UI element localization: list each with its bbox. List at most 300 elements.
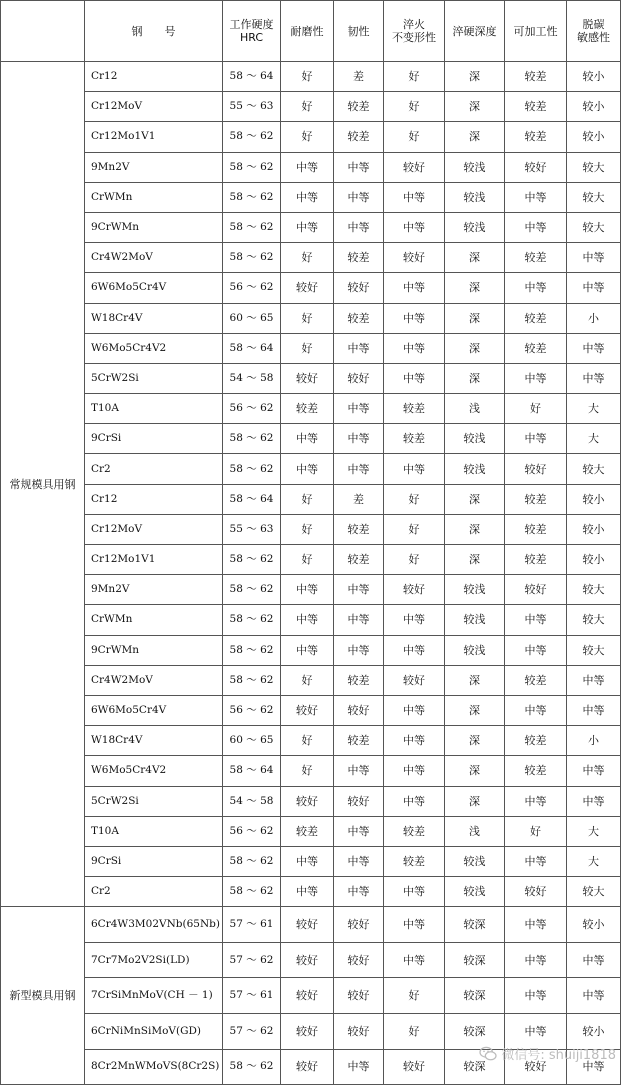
cell-toughness: 中等 (334, 394, 384, 424)
cell-steel: Cr12Mo1V1 (85, 545, 223, 575)
cell-quench: 中等 (384, 877, 445, 907)
table-row (1, 514, 621, 544)
cell-wear: 中等 (281, 877, 334, 907)
table-row (1, 424, 621, 454)
cell-machinability: 好 (505, 816, 567, 846)
cell-hardenability: 较浅 (445, 152, 505, 182)
cell-hardenability: 深 (445, 243, 505, 273)
cell-quench: 中等 (384, 635, 445, 665)
cell-machinability: 较好 (505, 152, 567, 182)
cell-steel: CrWMn (85, 605, 223, 635)
cell-wear: 好 (281, 92, 334, 122)
cell-toughness: 中等 (334, 877, 384, 907)
cell-quench: 中等 (384, 182, 445, 212)
cell-wear: 较好 (281, 786, 334, 816)
cell-quench: 较好 (384, 665, 445, 695)
cell-toughness: 较好 (334, 363, 384, 393)
cell-machinability: 中等 (505, 978, 567, 1014)
table-row (1, 877, 621, 907)
cell-hrc: 58 ～ 62 (223, 122, 281, 152)
cell-quench: 较差 (384, 846, 445, 876)
cell-quench: 中等 (384, 605, 445, 635)
cell-machinability: 中等 (505, 846, 567, 876)
cell-quench: 中等 (384, 726, 445, 756)
cell-hrc: 60 ～ 65 (223, 726, 281, 756)
cell-quench: 较好 (384, 1049, 445, 1085)
cell-machinability: 较好 (505, 1049, 567, 1085)
cell-quench: 中等 (384, 273, 445, 303)
cell-machinability: 较好 (505, 877, 567, 907)
table-row (1, 363, 621, 393)
cell-hrc: 58 ～ 62 (223, 212, 281, 242)
header-quench (384, 1, 445, 62)
cell-wear: 较好 (281, 942, 334, 978)
cell-wear: 较好 (281, 695, 334, 725)
table-row (1, 665, 621, 695)
cell-toughness: 较差 (334, 243, 384, 273)
cell-quench: 较好 (384, 243, 445, 273)
cell-steel: W6Mo5Cr4V2 (85, 756, 223, 786)
cell-hrc: 56 ～ 62 (223, 816, 281, 846)
cell-machinability: 较差 (505, 122, 567, 152)
cell-hardenability: 较深 (445, 978, 505, 1014)
cell-machinability: 较差 (505, 726, 567, 756)
cell-hrc: 58 ～ 62 (223, 846, 281, 876)
cell-decarb: 较大 (567, 182, 621, 212)
cell-hrc: 58 ～ 62 (223, 605, 281, 635)
header-decarb (567, 1, 621, 62)
cell-quench: 好 (384, 92, 445, 122)
cell-hardenability: 浅 (445, 394, 505, 424)
table-row (1, 605, 621, 635)
cell-machinability: 较差 (505, 756, 567, 786)
table-row (1, 303, 621, 333)
cell-decarb: 中等 (567, 243, 621, 273)
cell-wear: 好 (281, 514, 334, 544)
cell-wear: 好 (281, 726, 334, 756)
header-category-blank (1, 1, 85, 62)
cell-hardenability: 深 (445, 303, 505, 333)
cell-steel: T10A (85, 816, 223, 846)
cell-quench: 好 (384, 62, 445, 92)
cell-hardenability: 较浅 (445, 212, 505, 242)
cell-hrc: 54 ～ 58 (223, 363, 281, 393)
cell-machinability: 中等 (505, 695, 567, 725)
cell-toughness: 较差 (334, 303, 384, 333)
cell-wear: 较差 (281, 394, 334, 424)
header-machinability: 可加工性 (505, 1, 567, 62)
cell-hardenability: 浅 (445, 816, 505, 846)
table-row (1, 545, 621, 575)
cell-machinability: 较差 (505, 484, 567, 514)
cell-hardenability: 较浅 (445, 877, 505, 907)
cell-toughness: 较差 (334, 545, 384, 575)
cell-decarb: 大 (567, 424, 621, 454)
header-hardness-line1: 工作硬度 (229, 18, 274, 31)
cell-hrc: 57 ～ 62 (223, 942, 281, 978)
cell-hardenability: 较浅 (445, 846, 505, 876)
cell-machinability: 较差 (505, 545, 567, 575)
cell-toughness: 中等 (334, 756, 384, 786)
cell-hardenability: 较浅 (445, 605, 505, 635)
cell-hardenability: 较深 (445, 1049, 505, 1085)
cell-decarb: 较小 (567, 907, 621, 943)
cell-toughness: 较差 (334, 122, 384, 152)
cell-toughness: 较好 (334, 786, 384, 816)
cell-decarb: 中等 (567, 333, 621, 363)
cell-hrc: 58 ～ 64 (223, 333, 281, 363)
cell-hardenability: 较深 (445, 1014, 505, 1050)
cell-hrc: 58 ～ 62 (223, 545, 281, 575)
cell-hardenability: 深 (445, 363, 505, 393)
cell-steel: 6W6Mo5Cr4V (85, 273, 223, 303)
cell-hardenability: 深 (445, 273, 505, 303)
cell-quench: 中等 (384, 363, 445, 393)
table-row (1, 273, 621, 303)
cell-decarb: 较大 (567, 454, 621, 484)
cell-hrc: 58 ～ 62 (223, 152, 281, 182)
cell-steel: 6CrNiMnSiMoV(GD) (85, 1014, 223, 1050)
cell-toughness: 中等 (334, 816, 384, 846)
cell-hardenability: 深 (445, 514, 505, 544)
cell-decarb: 小 (567, 303, 621, 333)
table-row (1, 394, 621, 424)
cell-toughness: 差 (334, 484, 384, 514)
cell-machinability: 中等 (505, 182, 567, 212)
cell-hrc: 54 ～ 58 (223, 786, 281, 816)
table-row (1, 635, 621, 665)
cell-hardenability: 深 (445, 756, 505, 786)
cell-decarb: 较大 (567, 877, 621, 907)
cell-steel: Cr2 (85, 454, 223, 484)
table-row (1, 182, 621, 212)
cell-hrc: 58 ～ 62 (223, 877, 281, 907)
header-grade: 钢 号 (85, 1, 223, 62)
cell-decarb: 较大 (567, 212, 621, 242)
cell-toughness: 中等 (334, 846, 384, 876)
cell-steel: 9CrWMn (85, 635, 223, 665)
cell-hrc: 56 ～ 62 (223, 695, 281, 725)
cell-machinability: 较差 (505, 514, 567, 544)
cell-hrc: 55 ～ 63 (223, 514, 281, 544)
cell-decarb: 较大 (567, 605, 621, 635)
cell-toughness: 较差 (334, 92, 384, 122)
cell-decarb: 较小 (567, 484, 621, 514)
cell-quench: 好 (384, 484, 445, 514)
cell-toughness: 较好 (334, 978, 384, 1014)
cell-quench: 好 (384, 122, 445, 152)
cell-decarb: 大 (567, 816, 621, 846)
cell-steel: Cr4W2MoV (85, 665, 223, 695)
cell-toughness: 中等 (334, 1049, 384, 1085)
cell-quench: 较好 (384, 152, 445, 182)
cell-toughness: 差 (334, 62, 384, 92)
cell-hardenability: 较浅 (445, 182, 505, 212)
cell-wear: 较好 (281, 363, 334, 393)
cell-hardenability: 深 (445, 665, 505, 695)
watermark (479, 1044, 616, 1063)
cell-hardenability: 较浅 (445, 635, 505, 665)
cell-hardenability: 深 (445, 92, 505, 122)
cell-toughness: 中等 (334, 212, 384, 242)
cell-decarb: 大 (567, 846, 621, 876)
header-hardness-line2: HRC (239, 31, 264, 44)
watermark-text: 微信号: shuiji1818 (501, 1048, 616, 1063)
cell-hrc: 58 ～ 64 (223, 756, 281, 786)
cell-wear: 中等 (281, 424, 334, 454)
cell-quench: 较差 (384, 394, 445, 424)
cell-wear: 好 (281, 303, 334, 333)
cell-wear: 中等 (281, 152, 334, 182)
cell-hardenability: 深 (445, 333, 505, 363)
cell-wear: 中等 (281, 605, 334, 635)
cell-steel: W18Cr4V (85, 303, 223, 333)
cell-toughness: 较好 (334, 907, 384, 943)
cell-toughness: 中等 (334, 575, 384, 605)
cell-toughness: 较好 (334, 273, 384, 303)
table-row (1, 333, 621, 363)
cell-steel: 5CrW2Si (85, 363, 223, 393)
cell-decarb: 中等 (567, 756, 621, 786)
cell-decarb: 中等 (567, 978, 621, 1014)
cell-quench: 中等 (384, 756, 445, 786)
table-row (1, 454, 621, 484)
header-wear: 耐磨性 (281, 1, 334, 62)
cell-wear: 中等 (281, 454, 334, 484)
cell-hrc: 58 ～ 62 (223, 575, 281, 605)
cell-hrc: 58 ～ 62 (223, 182, 281, 212)
cell-wear: 好 (281, 756, 334, 786)
table-row (1, 786, 621, 816)
cell-hardenability: 深 (445, 62, 505, 92)
header-toughness: 韧性 (334, 1, 384, 62)
table-row (1, 816, 621, 846)
cell-steel: 7CrSiMnMoV(CH － 1) (85, 978, 223, 1014)
cell-wear: 较好 (281, 978, 334, 1014)
cell-decarb: 较大 (567, 635, 621, 665)
table-row (1, 726, 621, 756)
cell-decarb: 中等 (567, 665, 621, 695)
cell-quench: 好 (384, 978, 445, 1014)
cell-wear: 好 (281, 62, 334, 92)
cell-hrc: 58 ～ 62 (223, 424, 281, 454)
cell-hrc: 57 ～ 61 (223, 907, 281, 943)
cell-hardenability: 深 (445, 484, 505, 514)
cell-wear: 较好 (281, 1014, 334, 1050)
cell-hrc: 56 ～ 62 (223, 394, 281, 424)
cell-wear: 好 (281, 333, 334, 363)
cell-steel: 5CrW2Si (85, 786, 223, 816)
cell-steel: CrWMn (85, 182, 223, 212)
cell-wear: 较好 (281, 1049, 334, 1085)
cell-hardenability: 较深 (445, 942, 505, 978)
cell-hardenability: 深 (445, 545, 505, 575)
cell-hardenability: 较浅 (445, 575, 505, 605)
cell-wear: 好 (281, 545, 334, 575)
table-row (1, 122, 621, 152)
cell-decarb: 大 (567, 394, 621, 424)
table-row (1, 484, 621, 514)
cell-hrc: 56 ～ 62 (223, 273, 281, 303)
cell-hrc: 58 ～ 62 (223, 243, 281, 273)
cell-hrc: 57 ～ 62 (223, 1014, 281, 1050)
header-row (1, 1, 621, 62)
cell-machinability: 较差 (505, 243, 567, 273)
header-decarb-line1: 脱碳 (582, 18, 605, 31)
cell-toughness: 较差 (334, 726, 384, 756)
category-new: 新型模具用钢 (1, 907, 85, 1085)
cell-machinability: 中等 (505, 786, 567, 816)
cell-steel: 9CrWMn (85, 212, 223, 242)
cell-hrc: 58 ～ 62 (223, 635, 281, 665)
cell-decarb: 中等 (567, 363, 621, 393)
wechat-icon (479, 1046, 497, 1062)
cell-steel: 9CrSi (85, 424, 223, 454)
cell-decarb: 较小 (567, 122, 621, 152)
cell-machinability: 较差 (505, 303, 567, 333)
cell-toughness: 较好 (334, 1014, 384, 1050)
cell-toughness: 中等 (334, 605, 384, 635)
cell-decarb: 中等 (567, 695, 621, 725)
cell-decarb: 中等 (567, 273, 621, 303)
cell-hardenability: 较浅 (445, 454, 505, 484)
cell-machinability: 较差 (505, 92, 567, 122)
table-row (1, 942, 621, 978)
header-hardness (223, 1, 281, 62)
cell-decarb: 较大 (567, 152, 621, 182)
cell-steel: Cr12 (85, 62, 223, 92)
cell-quench: 好 (384, 545, 445, 575)
cell-decarb: 较小 (567, 545, 621, 575)
cell-wear: 中等 (281, 575, 334, 605)
cell-hrc: 55 ～ 63 (223, 92, 281, 122)
cell-toughness: 中等 (334, 152, 384, 182)
header-decarb-line2: 敏感性 (577, 31, 610, 44)
cell-quench: 好 (384, 514, 445, 544)
cell-machinability: 中等 (505, 424, 567, 454)
cell-hrc: 58 ～ 62 (223, 454, 281, 484)
cell-steel: W6Mo5Cr4V2 (85, 333, 223, 363)
cell-quench: 中等 (384, 786, 445, 816)
cell-machinability: 中等 (505, 907, 567, 943)
table-row (1, 756, 621, 786)
table-row (1, 62, 621, 92)
table-row (1, 695, 621, 725)
cell-hrc: 58 ～ 62 (223, 1049, 281, 1085)
cell-wear: 好 (281, 243, 334, 273)
cell-steel: W18Cr4V (85, 726, 223, 756)
cell-quench: 中等 (384, 695, 445, 725)
cell-decarb: 中等 (567, 786, 621, 816)
cell-hardenability: 深 (445, 726, 505, 756)
cell-hrc: 58 ～ 64 (223, 484, 281, 514)
cell-quench: 中等 (384, 212, 445, 242)
cell-steel: Cr12Mo1V1 (85, 122, 223, 152)
cell-hrc: 57 ～ 61 (223, 978, 281, 1014)
cell-toughness: 较差 (334, 514, 384, 544)
cell-decarb: 较大 (567, 575, 621, 605)
cell-steel: 7Cr7Mo2V2Si(LD) (85, 942, 223, 978)
cell-hardenability: 深 (445, 695, 505, 725)
cell-quench: 较差 (384, 424, 445, 454)
cell-steel: 6W6Mo5Cr4V (85, 695, 223, 725)
cell-steel: 8Cr2MnWMoVS(8Cr2S) (85, 1049, 223, 1085)
cell-toughness: 中等 (334, 424, 384, 454)
cell-quench: 中等 (384, 333, 445, 363)
cell-quench: 好 (384, 1014, 445, 1050)
cell-hardenability: 较浅 (445, 424, 505, 454)
cell-machinability: 中等 (505, 212, 567, 242)
cell-steel: Cr2 (85, 877, 223, 907)
cell-machinability: 较差 (505, 333, 567, 363)
cell-toughness: 中等 (334, 635, 384, 665)
cell-toughness: 较差 (334, 665, 384, 695)
cell-wear: 较好 (281, 273, 334, 303)
cell-machinability: 较差 (505, 665, 567, 695)
cell-decarb: 中等 (567, 942, 621, 978)
cell-wear: 中等 (281, 182, 334, 212)
cell-toughness: 较好 (334, 942, 384, 978)
cell-steel: 9Mn2V (85, 575, 223, 605)
cell-wear: 好 (281, 122, 334, 152)
cell-machinability: 中等 (505, 1014, 567, 1050)
table-row (1, 152, 621, 182)
table-row (1, 212, 621, 242)
cell-toughness: 中等 (334, 454, 384, 484)
cell-machinability: 中等 (505, 363, 567, 393)
cell-decarb: 较小 (567, 514, 621, 544)
cell-steel: Cr12MoV (85, 514, 223, 544)
cell-toughness: 中等 (334, 182, 384, 212)
cell-steel: Cr4W2MoV (85, 243, 223, 273)
table-row (1, 978, 621, 1014)
cell-hrc: 58 ～ 62 (223, 665, 281, 695)
cell-wear: 中等 (281, 212, 334, 242)
cell-quench: 较好 (384, 575, 445, 605)
cell-wear: 好 (281, 665, 334, 695)
cell-hrc: 60 ～ 65 (223, 303, 281, 333)
cell-hardenability: 深 (445, 786, 505, 816)
cell-steel: T10A (85, 394, 223, 424)
table-body (1, 62, 621, 1085)
table-row (1, 243, 621, 273)
cell-steel: 9CrSi (85, 846, 223, 876)
header-hardenability: 淬硬深度 (445, 1, 505, 62)
cell-machinability: 较好 (505, 454, 567, 484)
header-quench-line1: 淬火 (403, 18, 425, 31)
cell-wear: 好 (281, 484, 334, 514)
cell-machinability: 中等 (505, 635, 567, 665)
cell-machinability: 中等 (505, 605, 567, 635)
cell-quench: 中等 (384, 942, 445, 978)
cell-steel: 9Mn2V (85, 152, 223, 182)
cell-quench: 中等 (384, 907, 445, 943)
cell-decarb: 中等 (567, 1049, 621, 1085)
cell-toughness: 较好 (334, 695, 384, 725)
cell-machinability: 较好 (505, 575, 567, 605)
cell-hrc: 58 ～ 64 (223, 62, 281, 92)
cell-steel: Cr12MoV (85, 92, 223, 122)
cell-wear: 中等 (281, 846, 334, 876)
cell-wear: 较好 (281, 907, 334, 943)
table-row (1, 907, 621, 943)
cell-machinability: 较差 (505, 62, 567, 92)
cell-steel: Cr12 (85, 484, 223, 514)
table-row (1, 92, 621, 122)
cell-machinability: 好 (505, 394, 567, 424)
cell-quench: 较差 (384, 816, 445, 846)
cell-decarb: 较小 (567, 92, 621, 122)
